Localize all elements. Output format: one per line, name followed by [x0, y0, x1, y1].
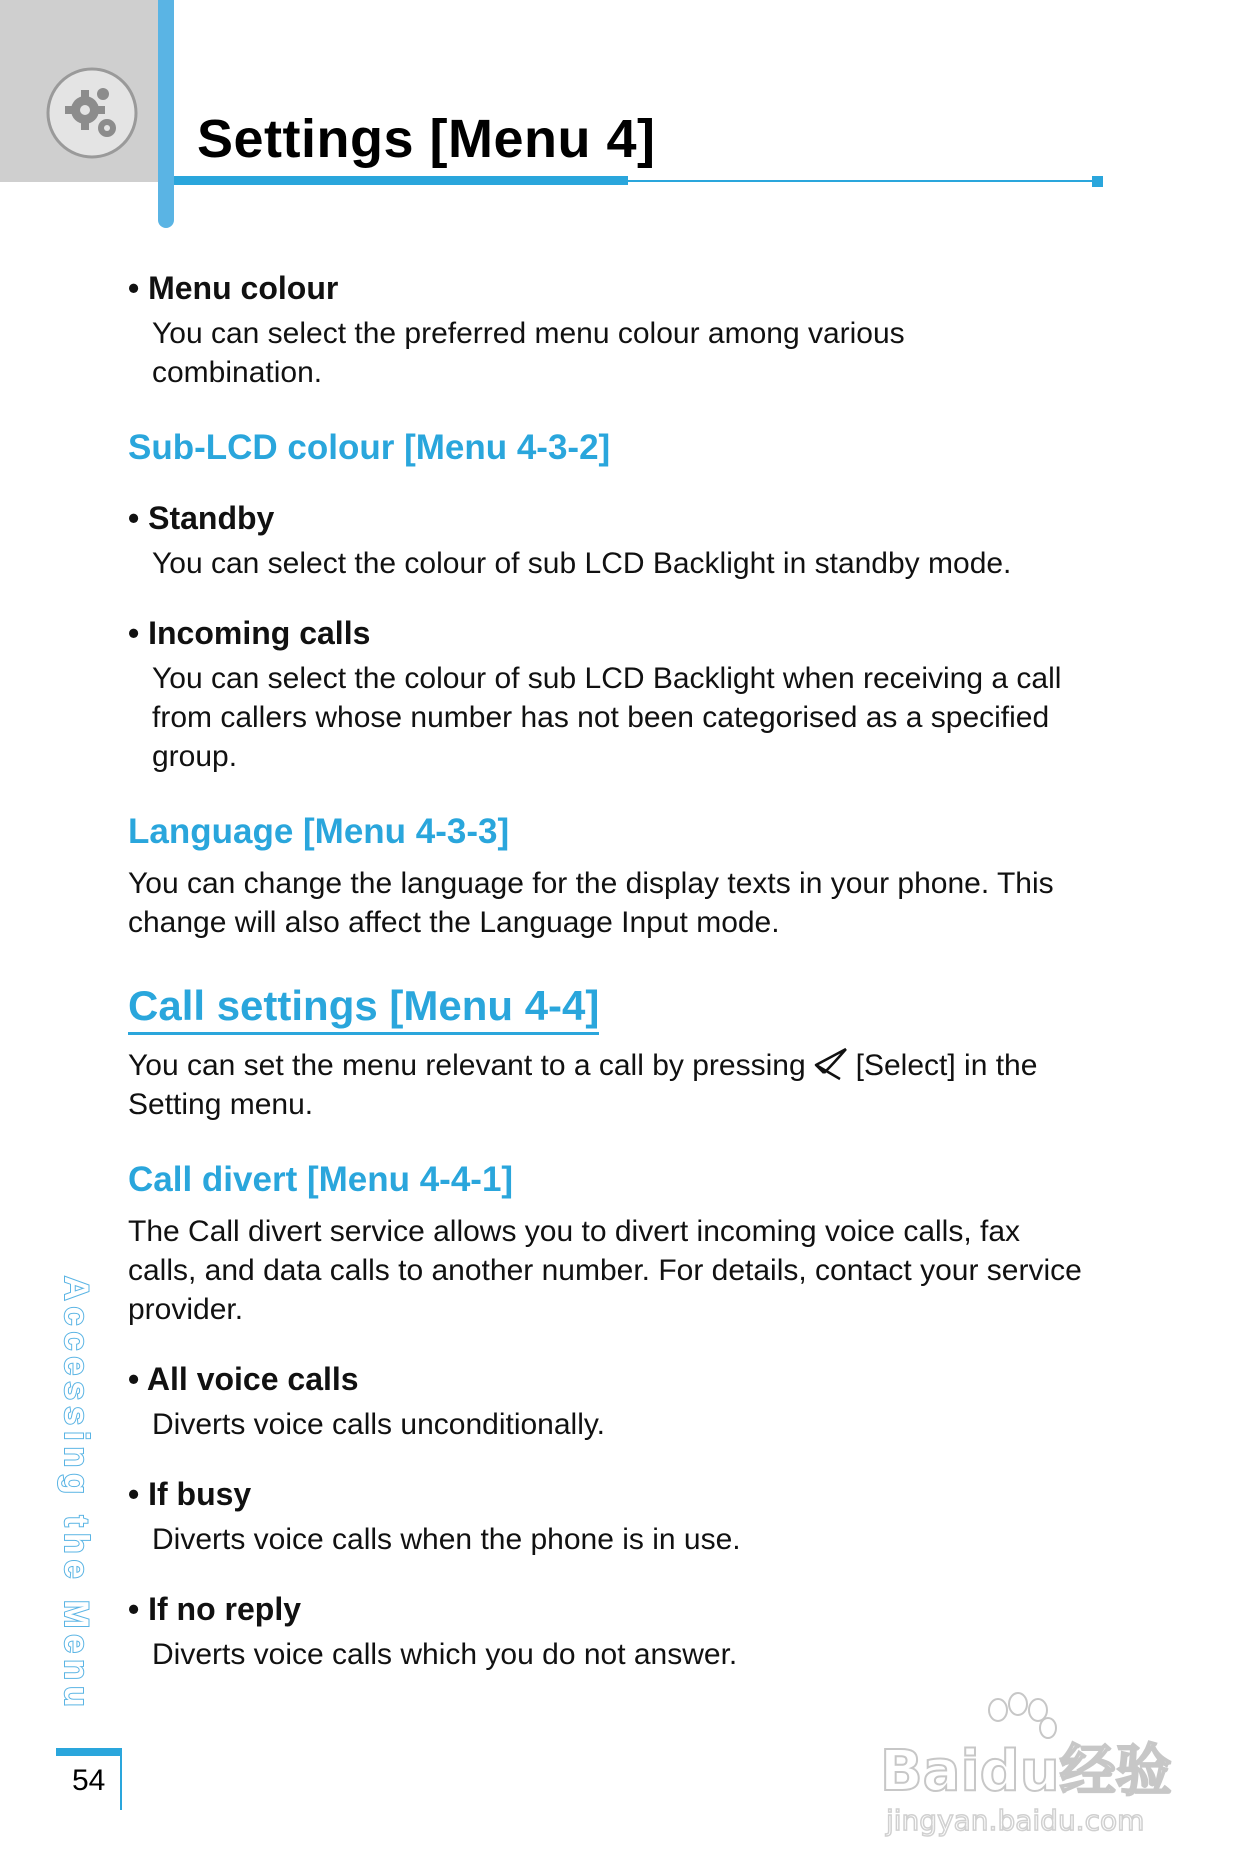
bullet-standby: • Standby — [128, 500, 275, 536]
header-vertical-bar — [158, 0, 174, 228]
title-underline-thin — [628, 180, 1096, 182]
watermark-brand: Baidu经验 — [880, 1739, 1172, 1804]
if-no-reply-desc: Diverts voice calls which you do not answer. — [152, 1638, 738, 1671]
title-underline-end — [1092, 176, 1103, 187]
page-number-divider — [120, 1756, 122, 1810]
page-title: Settings [Menu 4] — [197, 109, 656, 169]
language-desc: You can change the language for the display texts in your phone. This change will also affect the Language Input mode. — [128, 867, 1054, 939]
select-key-icon — [812, 1045, 850, 1083]
heading-call-divert: Call divert [Menu 4-4-1] — [128, 1160, 514, 1199]
bullet-incoming-calls: • Incoming calls — [128, 615, 371, 651]
menu-colour-desc: You can select the preferred menu colour among various combination. — [152, 317, 905, 389]
if-busy-desc: Diverts voice calls when the phone is in use. — [152, 1523, 741, 1556]
bullet-menu-colour: • Menu colour — [128, 270, 339, 306]
page-content — [128, 268, 1108, 1674]
heading-language: Language [Menu 4-3-3] — [128, 812, 510, 851]
page-number-bar — [56, 1748, 122, 1756]
sidebar-section-label: Accessing the Menu — [57, 1276, 95, 1713]
watermark-url: jingyan.baidu.com — [886, 1804, 1145, 1837]
heading-sub-lcd: Sub-LCD colour [Menu 4-3-2] — [128, 428, 611, 467]
call-settings-desc-start: You can set the menu relevant to a call by pressing — [128, 1049, 806, 1082]
call-settings-desc — [128, 1045, 1088, 1124]
gear-icon — [45, 66, 139, 160]
bullet-all-voice-calls: • All voice calls — [128, 1361, 359, 1397]
title-underline-thick — [174, 176, 628, 185]
standby-desc: You can select the colour of sub LCD Backlight in standby mode. — [152, 547, 1012, 580]
page-number: 54 — [72, 1764, 106, 1797]
bullet-if-busy: • If busy — [128, 1476, 252, 1512]
heading-call-settings: Call settings [Menu 4-4] — [128, 980, 599, 1035]
call-divert-desc: The Call divert service allows you to divert incoming voice calls, fax calls, and data calls to another number. For details, contact your service provider. — [128, 1215, 1082, 1326]
incoming-calls-desc: You can select the colour of sub LCD Backlight when receiving a call from callers whose number has not been categorised as a specified group. — [152, 662, 1062, 773]
baidu-watermark — [880, 1690, 1180, 1840]
call-settings-desc-end: [Select] in the Setting menu. — [128, 1049, 1038, 1121]
all-voice-calls-desc: Diverts voice calls unconditionally. — [152, 1408, 605, 1441]
bullet-if-no-reply: • If no reply — [128, 1591, 301, 1627]
